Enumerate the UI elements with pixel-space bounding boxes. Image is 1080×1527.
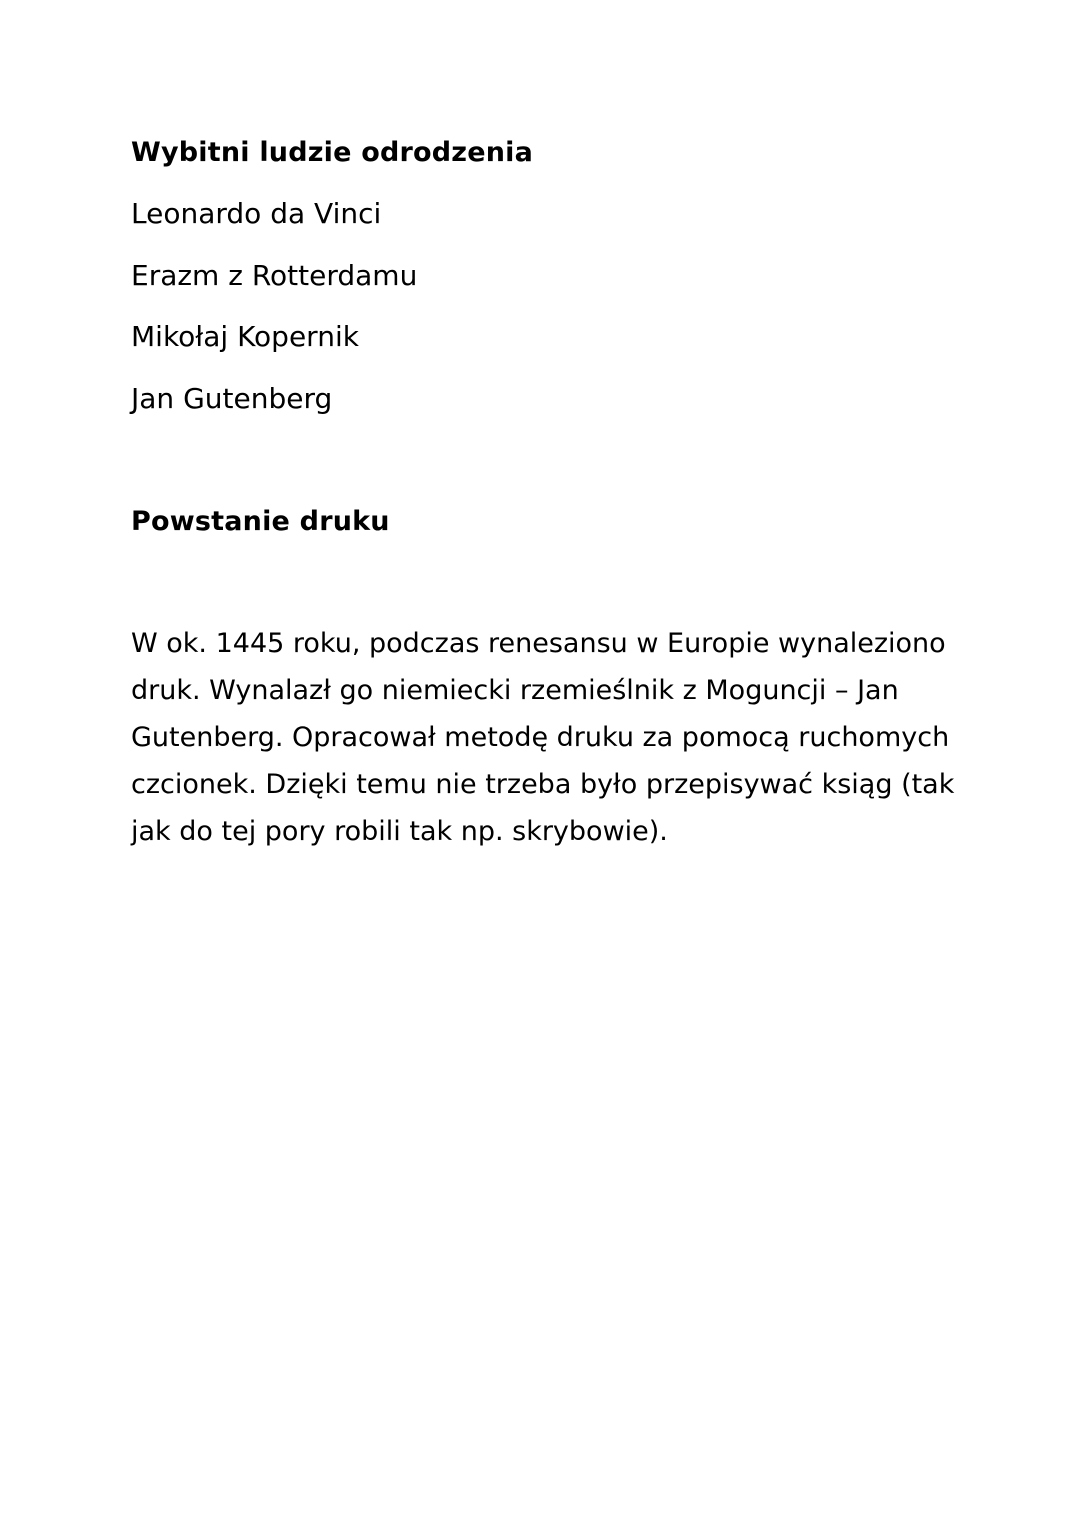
section-heading-printing: Powstanie druku	[131, 506, 390, 537]
paragraph-line: Gutenberg. Opracował metodę druku za pomocą ruchomych	[131, 722, 950, 753]
paragraph-line: druk. Wynalazł go niemiecki rzemieślnik z Moguncji – Jan	[131, 675, 899, 706]
paragraph-line: W ok. 1445 roku, podczas renesansu w Europie wynaleziono	[131, 628, 946, 659]
list-item: Erazm z Rotterdamu	[131, 258, 418, 292]
section-heading-notable-people: Wybitni ludzie odrodzenia	[131, 137, 534, 168]
printing-paragraph	[131, 624, 961, 859]
paragraph-line: jak do tej pory robili tak np. skrybowie).	[131, 816, 668, 847]
paragraph-line: czcionek. Dzięki temu nie trzeba było przepisywać ksiąg (tak	[131, 769, 955, 800]
list-item: Jan Gutenberg	[131, 381, 333, 415]
people-list	[131, 197, 417, 443]
list-item: Leonardo da Vinci	[131, 197, 382, 230]
list-item: Mikołaj Kopernik	[131, 320, 359, 353]
